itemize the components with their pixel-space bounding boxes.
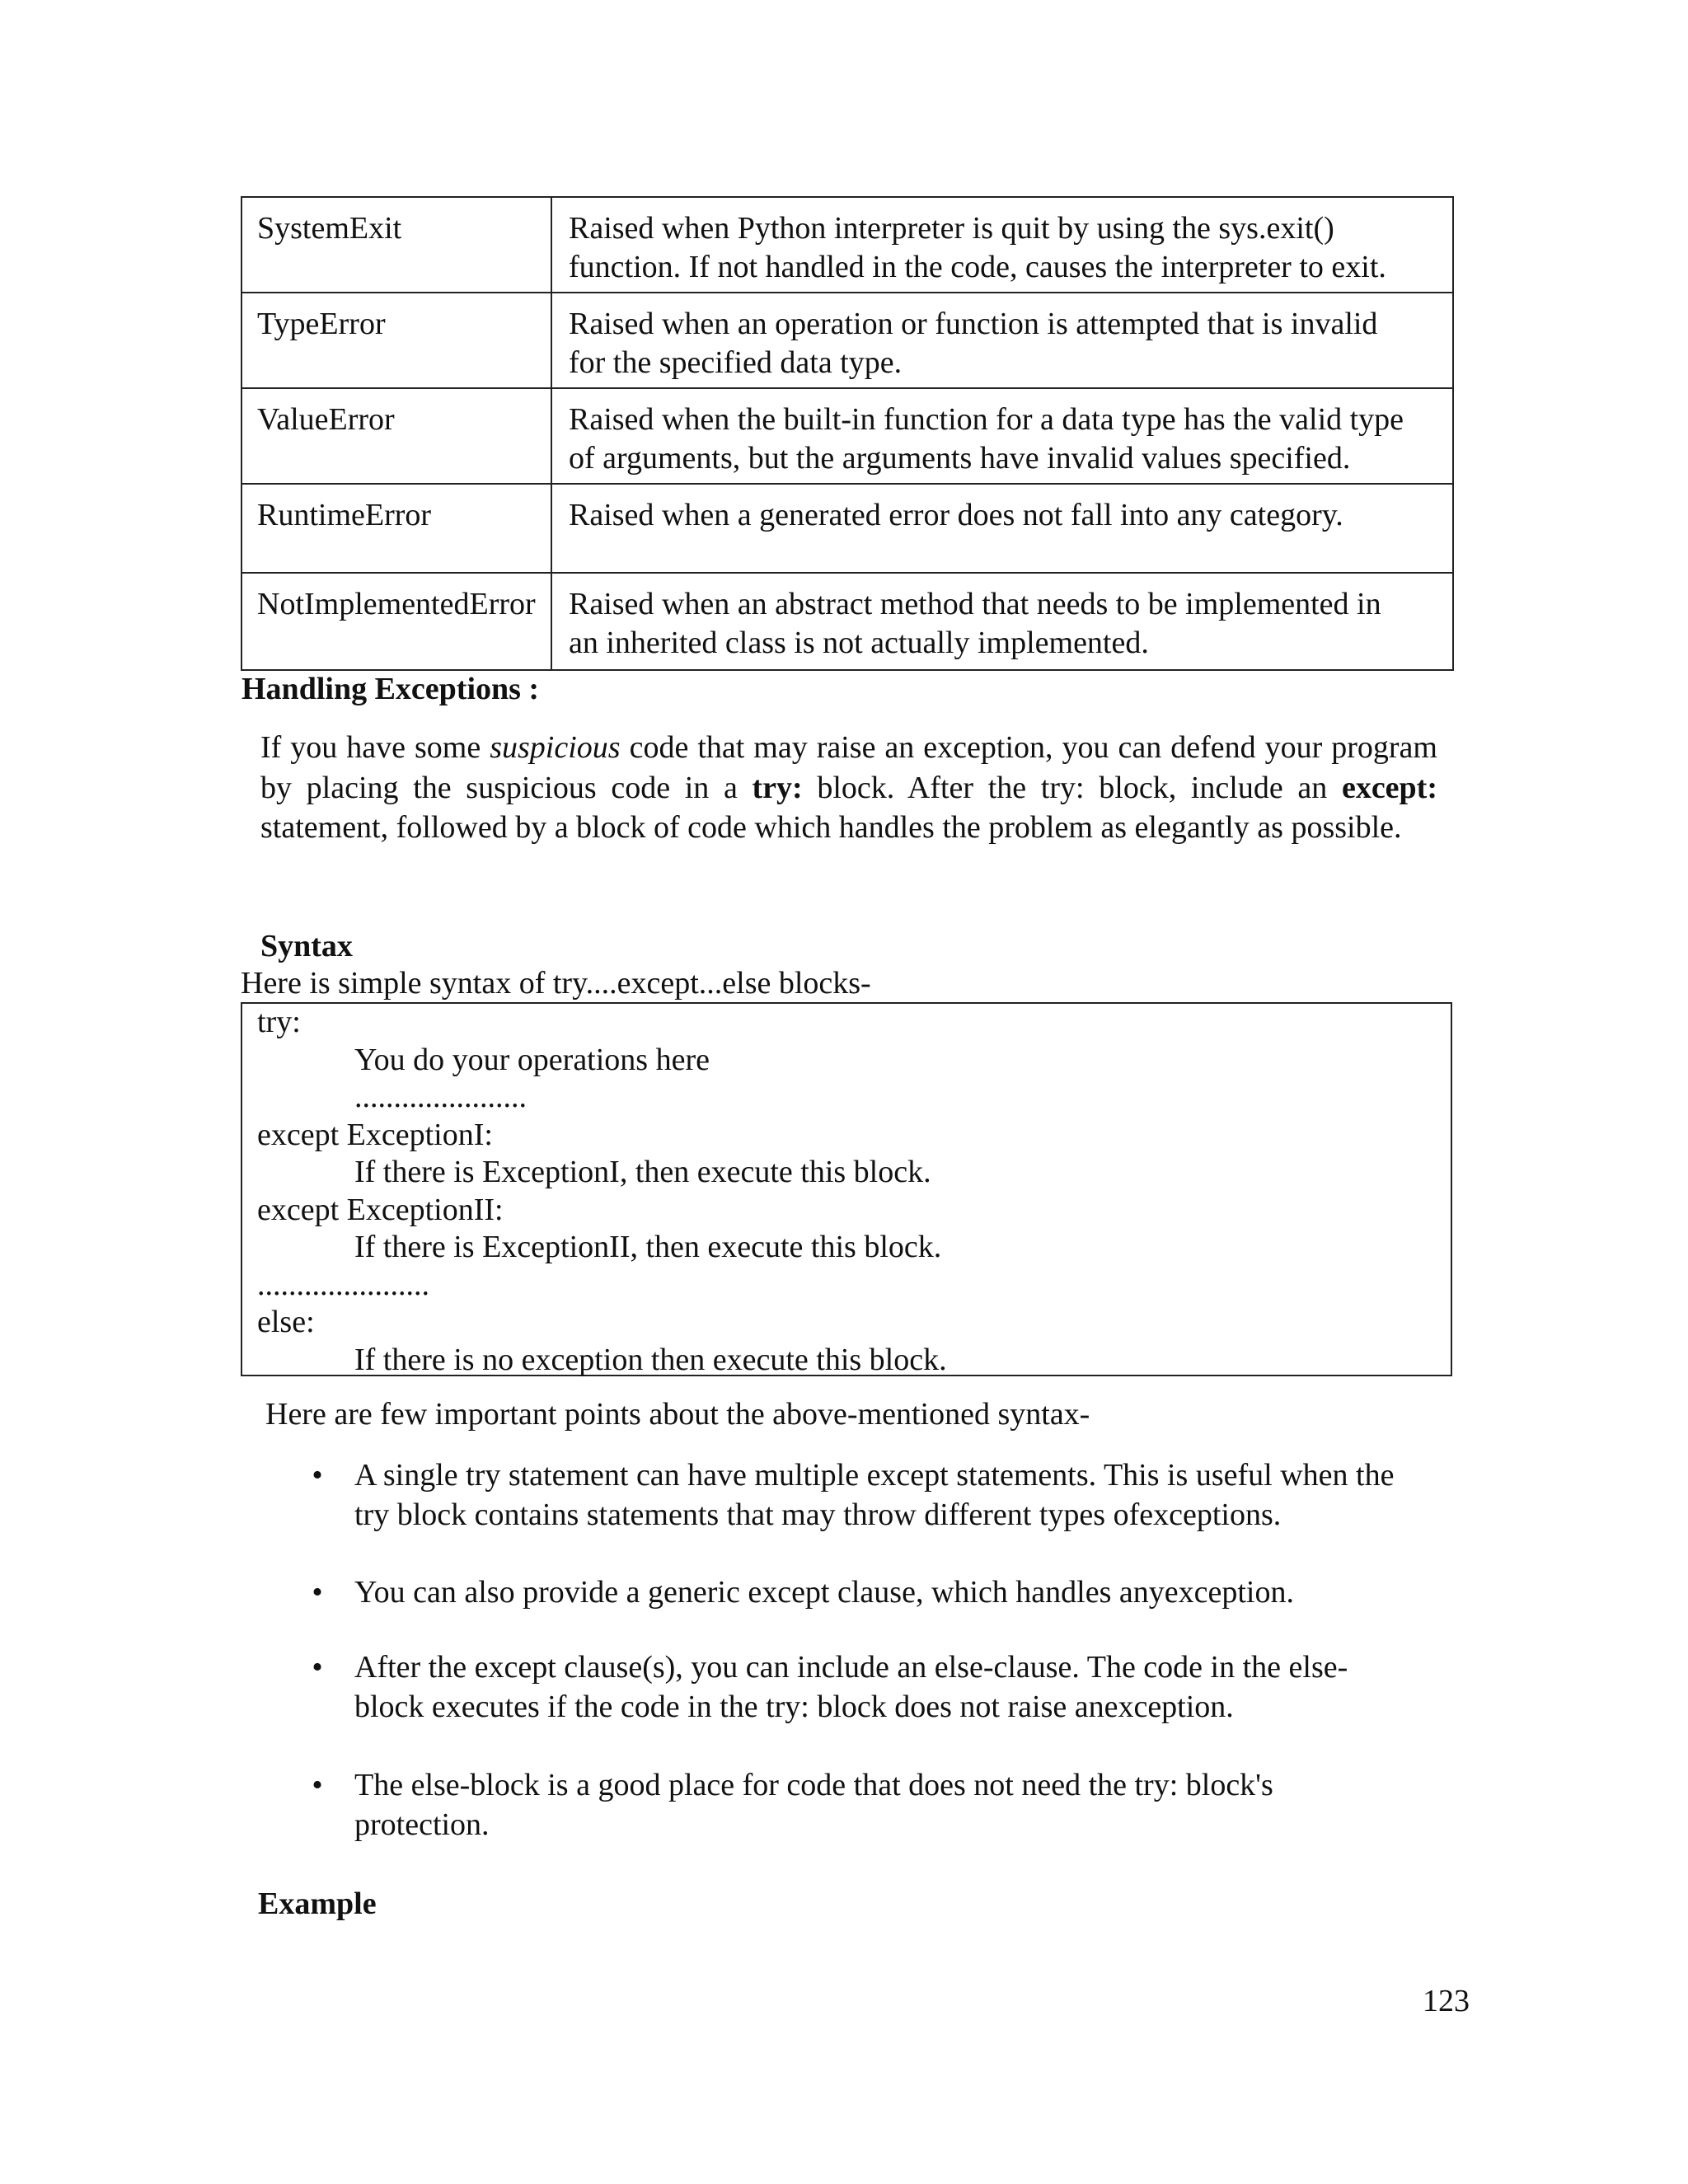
description-line: Raised when an operation or function is attempted that is invalid	[569, 307, 1378, 341]
section-heading-handling-exceptions: Handling Exceptions :	[241, 672, 540, 706]
list-item-text: The else-block is a good place for code that does not need the try: block's protection.	[354, 1768, 1273, 1842]
exception-description	[551, 293, 1453, 388]
table-row	[241, 293, 1453, 388]
exception-description	[551, 573, 1453, 670]
code-line: You do your operations here	[354, 1042, 710, 1077]
list-item	[305, 1765, 1409, 1844]
list-item-text: After the except clause(s), you can include an else-clause. The code in the else-block executes if the code in the try: block does not raise anexception.	[354, 1650, 1348, 1724]
code-line: except ExceptionI:	[257, 1117, 493, 1152]
section-heading-example: Example	[258, 1886, 377, 1921]
exception-name: RuntimeError	[241, 484, 551, 573]
code-line: else:	[257, 1305, 315, 1339]
table-row	[241, 573, 1453, 670]
list-item	[305, 1455, 1409, 1535]
description-line: function. If not handled in the code, causes the interpreter to exit.	[569, 250, 1386, 284]
exception-name: SystemExit	[241, 197, 551, 293]
syntax-code-box	[241, 1002, 1452, 1376]
code-line: except ExceptionII:	[257, 1192, 504, 1227]
exception-description	[551, 484, 1453, 573]
list-item	[305, 1647, 1409, 1727]
code-line: ......................	[354, 1080, 527, 1114]
list-item-text: A single try statement can have multiple except statements. This is useful when the try block contains statements that may throw different types ofexceptions.	[354, 1458, 1395, 1532]
paragraph-text: statement, followed by a block of code which handles the problem as elegantly as possible.	[260, 810, 1402, 845]
paragraph-emphasis: suspicious	[490, 730, 621, 765]
points-intro: Here are few important points about the above-mentioned syntax-	[265, 1397, 1090, 1432]
description-line: Raised when an abstract method that needs to be implemented in	[569, 587, 1381, 621]
code-line: ......................	[257, 1267, 429, 1302]
exception-description	[551, 388, 1453, 484]
exception-name: NotImplementedError	[241, 573, 551, 670]
description-line: Raised when a generated error does not fall into any category.	[569, 498, 1343, 532]
bullet-icon: •	[312, 1650, 323, 1685]
description-line: an inherited class is not actually implemented.	[569, 626, 1149, 660]
description-line: of arguments, but the arguments have invalid values specified.	[569, 441, 1351, 476]
bullet-icon: •	[312, 1575, 323, 1610]
list-item	[305, 1572, 1409, 1612]
exceptions-table	[241, 196, 1454, 671]
code-line: If there is ExceptionI, then execute this block.	[354, 1155, 931, 1189]
description-line: for the specified data type.	[569, 345, 903, 380]
page-number: 123	[1423, 1984, 1470, 2018]
table-row	[241, 197, 1453, 293]
code-line: If there is no exception then execute this block.	[354, 1342, 947, 1377]
paragraph-keyword-except: except:	[1341, 770, 1437, 805]
paragraph-text: block. After the try: block, include an	[802, 770, 1342, 805]
code-line: try:	[257, 1005, 301, 1039]
bullet-icon: •	[312, 1458, 323, 1493]
exception-name: ValueError	[241, 388, 551, 484]
list-item-text: You can also provide a generic except clause, which handles anyexception.	[354, 1575, 1294, 1610]
syntax-intro: Here is simple syntax of try....except...else blocks-	[241, 966, 871, 1001]
exception-name: TypeError	[241, 293, 551, 388]
points-list	[305, 1455, 1409, 1844]
table-row	[241, 484, 1453, 573]
handling-paragraph	[260, 728, 1437, 848]
description-line: Raised when the built-in function for a data type has the valid type	[569, 402, 1404, 437]
exception-description	[551, 197, 1453, 293]
bullet-icon: •	[312, 1768, 323, 1802]
description-line: Raised when Python interpreter is quit by using the sys.exit()	[569, 211, 1334, 246]
paragraph-text: If you have some	[260, 730, 490, 765]
paragraph-keyword-try: try:	[752, 770, 803, 805]
table-row	[241, 388, 1453, 484]
code-line: If there is ExceptionII, then execute this block.	[354, 1230, 942, 1264]
section-heading-syntax: Syntax	[260, 929, 353, 963]
paragraph-text: code that may raise an exception, you can defend your program by placing the suspicious code in a	[260, 730, 1437, 805]
